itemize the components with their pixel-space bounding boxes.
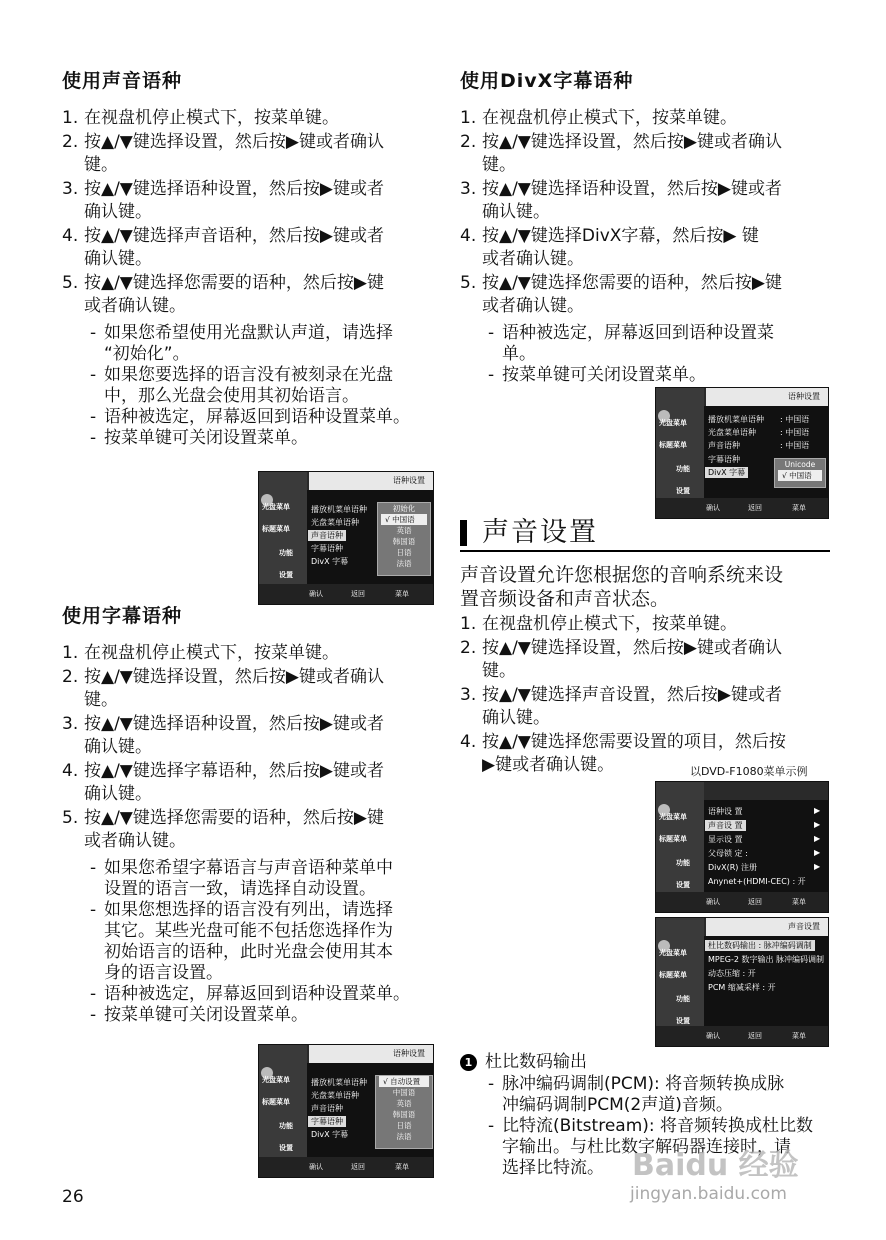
- side-item: 设置: [676, 881, 690, 889]
- osd-body: [704, 936, 828, 1026]
- dolby-output-heading: [460, 1050, 840, 1074]
- step-text: 按▲/▼键选择您需要的语种，然后按▶键: [84, 272, 384, 293]
- step-text: 键。: [84, 155, 118, 175]
- osd-row: 语种设 置: [708, 807, 743, 816]
- side-item: 标题菜单: [659, 971, 687, 979]
- side-item: 功能: [279, 549, 293, 557]
- note-text: 设置的语言一致，请选择自动设置。: [104, 878, 376, 899]
- side-item: 设置: [676, 1017, 690, 1025]
- chevron-right-icon: ▶: [814, 834, 821, 843]
- osd-side: [656, 918, 704, 1026]
- side-item: 功能: [279, 1122, 293, 1130]
- step-text: 按▲/▼键选择设置，然后按▶键或者确认: [84, 131, 384, 152]
- step-number: 3.: [62, 178, 79, 199]
- step-item: [460, 272, 840, 319]
- side-item: 光盘菜单: [262, 1076, 290, 1084]
- step-text: 确认键。: [84, 784, 152, 804]
- note-item: [86, 984, 442, 1005]
- watermark-logo: Baidu 经验: [632, 1148, 799, 1183]
- sound-setup-heading: [460, 516, 830, 552]
- popup-option: 日语: [396, 1121, 412, 1130]
- side-item: 标题菜单: [659, 835, 687, 843]
- osd-row: Anynet+(HDMI-CEC) : 开: [708, 877, 806, 886]
- note-text: 选择比特流。: [502, 1158, 604, 1178]
- popup-option: 中国语: [392, 1088, 416, 1097]
- step-number: 1.: [460, 614, 477, 634]
- popup-option: 英语: [396, 1099, 412, 1108]
- step-text: 确认键。: [84, 737, 152, 757]
- note-item: [86, 365, 442, 407]
- foot-ok: 确认: [706, 898, 720, 906]
- osd-divx-lang-menu: [655, 387, 829, 519]
- osd-footer: [656, 1026, 828, 1046]
- foot-return: 返回: [748, 1032, 762, 1040]
- side-item: 功能: [676, 995, 690, 1003]
- osd-row: 声音语种: [311, 1104, 343, 1113]
- note-text: - 如果您希望使用光盘默认声道，请选择: [104, 322, 393, 343]
- step-item: [62, 666, 442, 713]
- side-item: 设置: [279, 571, 293, 579]
- subtitle-lang-notes: [62, 858, 442, 1026]
- chevron-right-icon: ▶: [814, 862, 821, 871]
- step-number: 3.: [62, 713, 79, 734]
- popup-option: 初始化: [392, 504, 416, 513]
- step-item: [62, 760, 442, 807]
- foot-menu: 菜单: [395, 590, 409, 598]
- osd-header: 声音设置: [706, 918, 828, 936]
- side-item: 标题菜单: [262, 1098, 290, 1106]
- step-item: [460, 178, 840, 225]
- osd-row: 光盘菜单语种: [708, 428, 756, 437]
- osd-row: 字幕语种: [708, 455, 740, 464]
- osd-row: 父母锁 定 :: [708, 849, 748, 858]
- osd-row: 声音设 置: [705, 820, 746, 831]
- osd-header: 语种设置: [706, 388, 828, 406]
- dolby-output-title: 杜比数码输出: [485, 1052, 587, 1072]
- foot-ok: 确认: [706, 504, 720, 512]
- step-number: 4.: [62, 225, 79, 246]
- sound-setup-title: 声音设置: [482, 517, 598, 548]
- subtitle-lang-title: 使用字幕语种: [62, 605, 183, 627]
- step-item: [460, 107, 840, 131]
- step-text: 键。: [482, 661, 516, 681]
- step-number: 2.: [460, 637, 477, 658]
- osd-value: : 中国语: [780, 428, 810, 437]
- step-number: 5.: [62, 807, 79, 828]
- step-text: 按▲/▼键选择声音设置，然后按▶键或者: [482, 684, 782, 705]
- audio-lang-title: 使用声音语种: [62, 70, 183, 92]
- osd-row: 播放机菜单语种: [708, 415, 764, 424]
- step-text: 在视盘机停止模式下，按菜单键。: [482, 614, 737, 634]
- osd-row: 光盘菜单语种: [311, 518, 359, 527]
- osd-setup-menu: [655, 781, 829, 913]
- popup-option: 英语: [396, 526, 412, 535]
- note-text: 中，那么光盘会使用其初始语言。: [104, 385, 359, 406]
- step-item: [460, 225, 840, 272]
- osd-sound-menu: [655, 917, 829, 1047]
- divx-lang-notes: [460, 323, 840, 386]
- osd-body: [307, 1063, 433, 1157]
- foot-return: 返回: [351, 1163, 365, 1171]
- step-text: 确认键。: [84, 202, 152, 222]
- side-item: 功能: [676, 859, 690, 867]
- note-item: [86, 858, 442, 900]
- step-item: [460, 613, 840, 637]
- step-text: 键。: [84, 690, 118, 710]
- sound-setup-intro: [460, 563, 840, 611]
- foot-return: 返回: [748, 504, 762, 512]
- step-number: 2.: [62, 666, 79, 687]
- step-item: [62, 131, 442, 178]
- step-number: 1.: [460, 108, 477, 128]
- osd-body: [704, 406, 828, 498]
- step-number: 3.: [460, 684, 477, 705]
- step-text: 在视盘机停止模式下，按菜单键。: [84, 643, 339, 663]
- intro-line: 置音频设备和声音状态。: [460, 588, 670, 610]
- step-text: ▶键或者确认键。: [482, 755, 615, 775]
- step-number: 5.: [460, 272, 477, 293]
- subtitle-lang-section: [62, 601, 442, 1026]
- note-text: - 如果您希望字幕语言与声音语种菜单中: [104, 857, 393, 878]
- audio-lang-notes: [62, 323, 442, 449]
- side-item: 设置: [676, 487, 690, 495]
- step-item: [62, 713, 442, 760]
- chevron-right-icon: ▶: [814, 806, 821, 815]
- osd-row: DivX(R) 注册: [708, 863, 757, 872]
- step-text: 或者确认键。: [482, 249, 584, 269]
- osd-row-selected: DivX 字幕: [705, 467, 748, 478]
- osd-row: DivX 字幕: [311, 557, 349, 566]
- foot-return: 返回: [351, 590, 365, 598]
- osd-row: 光盘菜单语种: [311, 1091, 359, 1100]
- step-text: 在视盘机停止模式下，按菜单键。: [482, 108, 737, 128]
- osd-row-selected: 字幕语种: [308, 1116, 346, 1127]
- osd-row-selected: 声音语种: [308, 530, 346, 541]
- step-number: 4.: [460, 225, 477, 246]
- osd-row: 声音语种: [708, 441, 740, 450]
- watermark: [620, 1140, 840, 1210]
- foot-menu: 菜单: [395, 1163, 409, 1171]
- step-text: 按▲/▼键选择DivX字幕，然后按▶ 键: [482, 225, 759, 246]
- divx-lang-title: 使用DivX字幕语种: [460, 70, 634, 92]
- osd-row: 播放机菜单语种: [311, 505, 367, 514]
- step-number: 4.: [62, 760, 79, 781]
- step-text: 按▲/▼键选择声音语种，然后按▶键或者: [84, 225, 384, 246]
- foot-menu: 菜单: [792, 504, 806, 512]
- osd-footer: [656, 498, 828, 518]
- side-item: 光盘菜单: [659, 949, 687, 957]
- note-item: [484, 323, 840, 365]
- step-number: 4.: [460, 731, 477, 752]
- step-number: 2.: [62, 131, 79, 152]
- osd-subtitle-lang-menu: [258, 1044, 434, 1178]
- osd-side: [259, 472, 307, 584]
- divx-lang-section: [460, 66, 840, 386]
- note-text: 冲编码调制PCM(2声道)音频。: [502, 1095, 733, 1115]
- step-item: [460, 131, 840, 178]
- step-text: 按▲/▼键选择您需要设置的项目，然后按: [482, 731, 786, 752]
- step-text: 确认键。: [84, 249, 152, 269]
- step-text: 键。: [482, 155, 516, 175]
- osd-side: [656, 782, 704, 892]
- step-text: 确认键。: [482, 708, 550, 728]
- step-item: [62, 178, 442, 225]
- step-text: 按▲/▼键选择您需要的语种，然后按▶键: [84, 807, 384, 828]
- osd-row: 字幕语种: [311, 544, 343, 553]
- note-item: [484, 1074, 840, 1116]
- step-text: 或者确认键。: [482, 296, 584, 316]
- side-item: 光盘菜单: [262, 503, 290, 511]
- osd-footer: [259, 1157, 433, 1177]
- chevron-right-icon: ▶: [814, 848, 821, 857]
- step-text: 按▲/▼键选择字幕语种，然后按▶键或者: [84, 760, 384, 781]
- osd-row: PCM 缩减采样 : 开: [708, 983, 776, 992]
- note-text: 身的语言设置。: [104, 962, 223, 983]
- note-text: - 语种被选定，屏幕返回到语种设置菜单。: [104, 406, 410, 427]
- audio-lang-section: [62, 66, 442, 449]
- note-text: “初始化”。: [104, 343, 190, 364]
- step-text: 确认键。: [482, 202, 550, 222]
- note-item: [86, 428, 442, 449]
- popup-option: √ 自动设置: [379, 1076, 429, 1087]
- step-text: 按▲/▼键选择语种设置，然后按▶键或者: [482, 178, 782, 199]
- intro-line: 声音设置允许您根据您的音响系统来设: [460, 564, 784, 586]
- popup-option: √ 中国语: [381, 514, 427, 525]
- popup-option: 法语: [396, 1132, 412, 1141]
- foot-ok: 确认: [309, 590, 323, 598]
- step-text: 在视盘机停止模式下，按菜单键。: [84, 108, 339, 128]
- step-text: 按▲/▼键选择语种设置，然后按▶键或者: [84, 178, 384, 199]
- foot-return: 返回: [748, 898, 762, 906]
- osd-side: [656, 388, 704, 498]
- osd-side: [259, 1045, 307, 1157]
- note-text: - 按菜单键可关闭设置菜单。: [502, 364, 706, 385]
- step-number: 3.: [460, 178, 477, 199]
- step-item: [460, 684, 840, 731]
- step-item: [62, 107, 442, 131]
- note-text: 其它。某些光盘可能不包括您选择作为: [104, 920, 393, 941]
- step-item: [62, 225, 442, 272]
- note-text: - 脉冲编码调制(PCM): 将音频转换成脉: [502, 1074, 785, 1094]
- osd-row: 显示设 置: [708, 835, 743, 844]
- foot-ok: 确认: [309, 1163, 323, 1171]
- page-number: 26: [62, 1187, 84, 1207]
- popup-option: 日语: [396, 548, 412, 557]
- note-item: [86, 407, 442, 428]
- side-item: 光盘菜单: [659, 813, 687, 821]
- audio-lang-steps: [62, 107, 442, 319]
- heading-bar: [460, 520, 467, 546]
- foot-menu: 菜单: [792, 1032, 806, 1040]
- osd-audio-lang-menu: [258, 471, 434, 605]
- step-text: 按▲/▼键选择设置，然后按▶键或者确认: [482, 637, 782, 658]
- step-text: 或者确认键。: [84, 296, 186, 316]
- note-item: [86, 323, 442, 365]
- osd-value: : 中国语: [780, 415, 810, 424]
- note-text: 单。: [502, 343, 536, 364]
- note-text: - 如果您想选择的语言没有列出，请选择: [104, 899, 393, 920]
- osd-popup: [774, 458, 826, 488]
- step-number: 2.: [460, 131, 477, 152]
- sound-setup-steps: [460, 613, 840, 778]
- osd-header: 语种设置: [309, 1045, 433, 1063]
- side-item: 标题菜单: [659, 441, 687, 449]
- step-item: [62, 272, 442, 319]
- popup-option: Unicode: [784, 460, 816, 469]
- number-circle-icon: 1: [460, 1054, 477, 1071]
- osd-row: 动态压缩 : 开: [708, 969, 756, 978]
- osd-header-blank: [706, 782, 828, 800]
- note-item: [86, 900, 442, 984]
- popup-option: 法语: [396, 559, 412, 568]
- osd-row: DivX 字幕: [311, 1130, 349, 1139]
- note-text: 初始语言的语种，此时光盘会使用其本: [104, 941, 393, 962]
- side-item: 功能: [676, 465, 690, 473]
- step-number: 1.: [62, 643, 79, 663]
- step-number: 1.: [62, 108, 79, 128]
- note-text: 字输出。与杜比数字解码器连接时，请: [502, 1137, 791, 1157]
- foot-ok: 确认: [706, 1032, 720, 1040]
- step-item: [62, 807, 442, 854]
- sound-setup-steps-block: [460, 613, 840, 778]
- osd-header: 语种设置: [309, 472, 433, 490]
- note-text: - 按菜单键可关闭设置菜单。: [104, 1004, 308, 1025]
- subtitle-lang-steps: [62, 642, 442, 854]
- osd-row: 播放机菜单语种: [311, 1078, 367, 1087]
- step-text: 按▲/▼键选择语种设置，然后按▶键或者: [84, 713, 384, 734]
- osd-row: MPEG-2 数字输出 脉冲编码调制: [708, 955, 825, 964]
- side-item: 设置: [279, 1144, 293, 1152]
- osd-body: [704, 800, 828, 892]
- osd-popup: [377, 502, 431, 576]
- popup-option: 韩国语: [392, 537, 416, 546]
- step-item: [62, 642, 442, 666]
- menu-example-caption: 以DVD-F1080菜单示例: [690, 765, 808, 778]
- popup-option: √ 中国语: [778, 470, 822, 481]
- chevron-right-icon: ▶: [814, 820, 821, 829]
- note-text: - 语种被选定，屏幕返回到语种设置菜单。: [104, 983, 410, 1004]
- divx-lang-steps: [460, 107, 840, 319]
- step-item: [460, 637, 840, 684]
- watermark-url: jingyan.baidu.com: [630, 1184, 787, 1204]
- step-text: 按▲/▼键选择您需要的语种，然后按▶键: [482, 272, 782, 293]
- note-text: - 按菜单键可关闭设置菜单。: [104, 427, 308, 448]
- note-text: - 比特流(Bitstream): 将音频转换成杜比数: [502, 1116, 814, 1136]
- side-item: 光盘菜单: [659, 419, 687, 427]
- step-number: 5.: [62, 272, 79, 293]
- popup-option: 韩国语: [392, 1110, 416, 1119]
- step-text: 或者确认键。: [84, 831, 186, 851]
- foot-menu: 菜单: [792, 898, 806, 906]
- note-item: [484, 365, 840, 386]
- note-text: - 语种被选定，屏幕返回到语种设置菜: [502, 322, 774, 343]
- step-text: 按▲/▼键选择设置，然后按▶键或者确认: [482, 131, 782, 152]
- note-item: [86, 1005, 442, 1026]
- osd-body: [307, 490, 433, 584]
- osd-popup: [375, 1075, 433, 1149]
- note-text: - 如果您要选择的语言没有被刻录在光盘: [104, 364, 393, 385]
- step-text: 按▲/▼键选择设置，然后按▶键或者确认: [84, 666, 384, 687]
- osd-value: : 中国语: [780, 441, 810, 450]
- side-item: 标题菜单: [262, 525, 290, 533]
- osd-row: 杜比数码输出 : 脉冲编码调制: [705, 940, 815, 951]
- osd-footer: [656, 892, 828, 912]
